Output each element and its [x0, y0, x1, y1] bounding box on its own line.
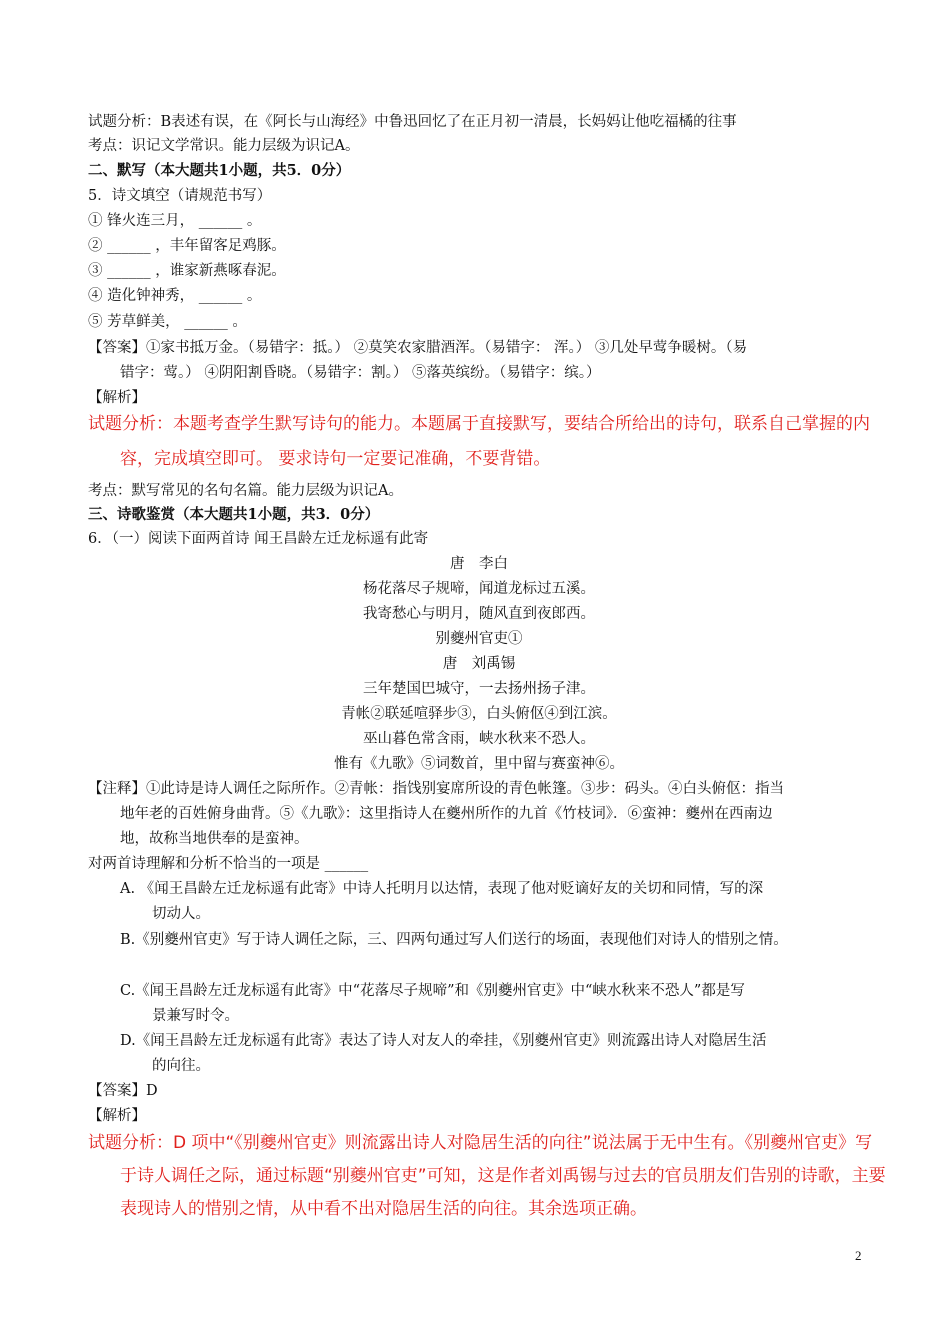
- test-point-line: 考点：识记文学常识。能力层级为识记A。: [88, 138, 360, 154]
- annotation-line-2: 地年老的百姓俯身曲背。⑤《九歌》：这里指诗人在夔州所作的九首《竹枝词》．⑥蛮神：夔州在西南边: [120, 806, 773, 822]
- poem-1-line-1: 杨花落尽子规啼，闻道龙标过五溪。: [363, 581, 595, 597]
- poem-2-line-2: 青帐②联延喧驿步③，白头俯伛④到江滨。: [341, 706, 617, 722]
- analysis-red-line-1: 试题分析：D 项中“《别夔州官吏》则流露出诗人对隐居生活的向往”说法属于无中生有。《别夔州官吏》写: [88, 1133, 873, 1153]
- annotation-line-1: 【注释】①此诗是诗人调任之际所作。②青帐：指饯别宴席所设的青色帐篷。③步：码头。④白头俯伛：指当: [88, 781, 784, 797]
- option-a-line-1: A. 《闻王昌龄左迁龙标遥有此寄》中诗人托明月以达情，表现了他对贬谪好友的关切和同情，写的深: [120, 881, 764, 897]
- test-point-line: 考点：默写常见的名句名篇。能力层级为识记A。: [88, 483, 403, 499]
- option-a-line-2: 切动人。: [152, 906, 210, 922]
- poem-2-line-4: 惟有《九歌》⑤词数首，里中留与赛蛮神⑥。: [334, 756, 624, 772]
- analysis-red-line-2: 容，完成填空即可。 要求诗句一定要记准确，不要背错。: [120, 449, 551, 469]
- option-d-line-2: 的向往。: [152, 1058, 210, 1074]
- fill-blank-item-3: ③ ______ ，谁家新燕啄春泥。: [88, 263, 286, 279]
- poem-2-title: 别夔州官吏①: [435, 631, 523, 647]
- option-c-line-2: 景兼写时令。: [152, 1008, 239, 1024]
- page-number: 2: [855, 1248, 862, 1263]
- answer-line-1: 【答案】①家书抵万金。（易错字：抵。） ②莫笑农家腊酒浑。（易错字： 浑。） ③几处早莺争暖树。（易: [88, 340, 748, 356]
- poem-1-author: 唐 李白: [450, 556, 508, 572]
- option-d-line-1: D.《闻王昌龄左迁龙标遥有此寄》表达了诗人对友人的牵挂，《别夔州官吏》则流露出诗人对隐居生活: [120, 1033, 767, 1049]
- option-b-line: B.《别夔州官吏》写于诗人调任之际，三、四两句通过写人们送行的场面，表现他们对诗人的惜别之情。: [120, 932, 788, 948]
- section-heading-poetry: 三、诗歌鉴赏（本大题共1小题，共3．0分）: [88, 506, 380, 523]
- fill-blank-item-2: ② ______ ，丰年留客足鸡豚。: [88, 238, 286, 254]
- poem-2-line-1: 三年楚国巴城守，一去扬州扬子津。: [363, 681, 595, 697]
- explanation-label: 【解析】: [88, 390, 146, 406]
- question-6-title: 6．（一）阅读下面两首诗 闻王昌龄左迁龙标遥有此寄: [88, 531, 429, 547]
- analysis-red-line-1: 试题分析：本题考查学生默写诗句的能力。本题属于直接默写，要结合所给出的诗句，联系自己掌握的内: [88, 414, 870, 434]
- fill-blank-item-5: ⑤ 芳草鲜美， ______ 。: [88, 314, 247, 330]
- section-heading-dictation: 二、默写（本大题共1小题，共5．0分）: [88, 162, 351, 179]
- answer-line: 【答案】D: [88, 1083, 158, 1099]
- fill-blank-item-1: ① 锋火连三月， ______ 。: [88, 213, 262, 229]
- question-5-title: 5．诗文填空（请规范书写）: [88, 188, 272, 204]
- option-c-line-1: C.《闻王昌龄左迁龙标遥有此寄》中“花落尽子规啼”和《别夔州官吏》中“峡水秋来不恐人”都是写: [120, 983, 745, 999]
- poem-1-line-2: 我寄愁心与明月，随风直到夜郎西。: [363, 606, 595, 622]
- analysis-line: 试题分析：B表述有误，在《阿长与山海经》中鲁迅回忆了在正月初一清晨，长妈妈让他吃福橘的往事: [88, 114, 737, 130]
- annotation-line-3: 地，故称当地供奉的是蛮神。: [120, 831, 309, 847]
- poem-2-line-3: 巫山暮色常含雨，峡水秋来不恐人。: [363, 731, 595, 747]
- analysis-red-line-2: 于诗人调任之际，通过标题“别夔州官吏”可知，这是作者刘禹锡与过去的官员朋友们告别的诗歌，主要: [120, 1166, 886, 1186]
- answer-line-2: 错字：莺。） ④阴阳割昏晓。（易错字：割。） ⑤落英缤纷。（易错字：缤。）: [120, 365, 601, 381]
- analysis-red-line-3: 表现诗人的惜别之情，从中看不出对隐居生活的向往。其余选项正确。: [120, 1199, 647, 1219]
- poem-2-author: 唐 刘禹锡: [442, 656, 516, 672]
- fill-blank-item-4: ④ 造化钟神秀， ______ 。: [88, 288, 262, 304]
- explanation-label: 【解析】: [88, 1108, 146, 1124]
- question-6-prompt: 对两首诗理解和分析不恰当的一项是 ______: [88, 856, 369, 872]
